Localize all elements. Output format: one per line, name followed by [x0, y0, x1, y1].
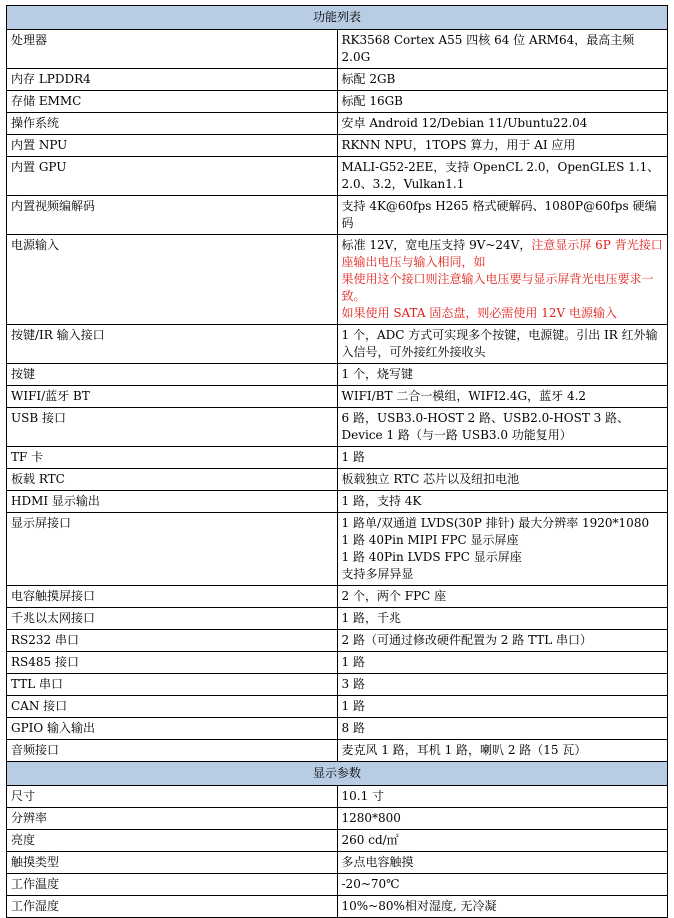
row-label: 电源输入 — [7, 235, 338, 325]
table-row — [7, 69, 668, 91]
row-label: RS485 接口 — [7, 652, 338, 674]
value-text: 1 路单/双通道 LVDS(30P 排针) 最大分辨率 1920*1080 — [341, 516, 650, 530]
warning-text: 注意显示屏 6P 背光接口座输出电压与输入相同，如 — [341, 238, 663, 269]
value-text: 安卓 Android 12/Debian 11/Ubuntu22.04 — [341, 116, 588, 130]
value-text: 1 路，千兆 — [341, 611, 401, 625]
row-value — [337, 852, 668, 874]
value-text: 1 路 40Pin MIPI FPC 显示屏座 — [341, 533, 519, 547]
value-text: 多点电容触摸 — [341, 855, 414, 869]
row-value — [337, 652, 668, 674]
value-text: 麦克风 1 路，耳机 1 路，喇叭 2 路（15 瓦） — [341, 743, 587, 757]
row-label: 操作系统 — [7, 113, 338, 135]
value-text: MALI-G52-2EE，支持 OpenCL 2.0，OpenGLES 1.1、2.0、3.2，Vulkan1.1 — [341, 160, 660, 191]
value-line — [342, 632, 664, 649]
value-text: 2 路（可通过修改硬件配置为 2 路 TTL 串口） — [341, 633, 593, 647]
row-value — [337, 157, 668, 196]
table-row — [7, 630, 668, 652]
row-label: GPIO 输入输出 — [7, 718, 338, 740]
table-row — [7, 447, 668, 469]
table-row — [7, 513, 668, 586]
warning-text: 果使用这个接口则注意输入电压要与显示屏背光电压要求一致。 — [341, 272, 654, 303]
value-line — [342, 654, 664, 671]
value-text: 6 路，USB3.0-HOST 2 路、USB2.0-HOST 3 路、Device 1 路（与一路 USB3.0 功能复用） — [341, 411, 630, 442]
value-text: 260 cd/㎡ — [341, 833, 399, 847]
row-value — [337, 491, 668, 513]
row-label: 工作温度 — [7, 874, 338, 896]
value-line — [342, 410, 664, 444]
table-row — [7, 408, 668, 447]
row-label: 分辨率 — [7, 808, 338, 830]
value-line — [342, 471, 664, 488]
value-text: 1 路 — [341, 655, 365, 669]
table-row — [7, 696, 668, 718]
row-value — [337, 91, 668, 113]
table-row — [7, 235, 668, 325]
row-value — [337, 830, 668, 852]
value-line — [342, 610, 664, 627]
value-line — [342, 810, 664, 827]
value-text: 1 个，烧写键 — [341, 367, 413, 381]
row-value — [337, 696, 668, 718]
table-row — [7, 830, 668, 852]
row-label: TF 卡 — [7, 447, 338, 469]
value-line — [342, 449, 664, 466]
row-value — [337, 808, 668, 830]
value-text: 1280*800 — [341, 811, 401, 825]
section-title: 显示参数 — [7, 762, 668, 786]
value-text: 支持多屏异显 — [341, 567, 414, 581]
row-label: 按键/IR 输入接口 — [7, 325, 338, 364]
row-value — [337, 135, 668, 157]
warning-text: 如果使用 SATA 固态盘，则必需使用 12V 电源输入 — [341, 306, 617, 320]
row-value — [337, 69, 668, 91]
value-text: RK3568 Cortex A55 四核 64 位 ARM64，最高主频 2.0G — [341, 33, 635, 64]
value-text: 1 路 — [341, 699, 365, 713]
row-label: 内置 GPU — [7, 157, 338, 196]
table-row — [7, 135, 668, 157]
value-line — [342, 237, 664, 271]
value-line — [342, 71, 664, 88]
row-value — [337, 896, 668, 918]
value-line — [342, 549, 664, 566]
value-line — [342, 115, 664, 132]
table-row — [7, 896, 668, 918]
value-text: 1 路，支持 4K — [341, 494, 422, 508]
value-line — [342, 137, 664, 154]
row-label: 显示屏接口 — [7, 513, 338, 586]
value-line — [342, 198, 664, 232]
table-row — [7, 325, 668, 364]
value-line — [342, 159, 664, 193]
row-label: WIFI/蓝牙 BT — [7, 386, 338, 408]
row-label: 内存 LPDDR4 — [7, 69, 338, 91]
value-text: 3 路 — [341, 677, 365, 691]
value-text: 10.1 寸 — [341, 789, 385, 803]
value-line — [342, 515, 664, 532]
row-value — [337, 113, 668, 135]
row-value — [337, 30, 668, 69]
table-row — [7, 157, 668, 196]
value-line — [342, 720, 664, 737]
value-text: 板载独立 RTC 芯片以及纽扣电池 — [341, 472, 520, 486]
table-row — [7, 469, 668, 491]
value-text: 标配 2GB — [341, 72, 396, 86]
value-text: -20~70℃ — [341, 877, 400, 891]
row-label: USB 接口 — [7, 408, 338, 447]
table-row — [7, 852, 668, 874]
row-value — [337, 786, 668, 808]
table-row — [7, 196, 668, 235]
value-text: 标配 16GB — [341, 94, 403, 108]
row-value — [337, 469, 668, 491]
value-line — [342, 698, 664, 715]
value-line — [342, 305, 664, 322]
row-label: 亮度 — [7, 830, 338, 852]
row-value — [337, 586, 668, 608]
value-text: WIFI/BT 二合一模组，WIFI2.4G，蓝牙 4.2 — [341, 389, 587, 403]
value-text: 8 路 — [341, 721, 365, 735]
row-value — [337, 874, 668, 896]
row-value — [337, 196, 668, 235]
row-value — [337, 513, 668, 586]
value-line — [342, 854, 664, 871]
table-row — [7, 364, 668, 386]
row-label: TTL 串口 — [7, 674, 338, 696]
value-text: RKNN NPU，1TOPS 算力，用于 AI 应用 — [341, 138, 576, 152]
row-label: 内置视频编解码 — [7, 196, 338, 235]
section-header-row — [7, 762, 668, 786]
value-line — [342, 898, 664, 915]
value-line — [342, 876, 664, 893]
row-label: 尺寸 — [7, 786, 338, 808]
table-row — [7, 491, 668, 513]
value-line — [342, 788, 664, 805]
value-text: 支持 4K@60fps H265 格式硬解码、1080P@60fps 硬编码 — [341, 199, 657, 230]
value-line — [342, 493, 664, 510]
table-row — [7, 718, 668, 740]
row-value — [337, 386, 668, 408]
table-row — [7, 874, 668, 896]
row-value — [337, 718, 668, 740]
table-row — [7, 740, 668, 762]
row-label: 存储 EMMC — [7, 91, 338, 113]
value-line — [342, 742, 664, 759]
value-line — [342, 588, 664, 605]
row-value — [337, 630, 668, 652]
table-row — [7, 674, 668, 696]
table-row — [7, 586, 668, 608]
row-value — [337, 364, 668, 386]
table-row — [7, 652, 668, 674]
value-text: 2 个，两个 FPC 座 — [341, 589, 447, 603]
value-line — [342, 93, 664, 110]
row-label: 内置 NPU — [7, 135, 338, 157]
row-label: 音频接口 — [7, 740, 338, 762]
row-label: 电容触摸屏接口 — [7, 586, 338, 608]
row-label: 工作湿度 — [7, 896, 338, 918]
value-line — [342, 388, 664, 405]
value-line — [342, 532, 664, 549]
row-label: HDMI 显示输出 — [7, 491, 338, 513]
value-text: 1 路 40Pin LVDS FPC 显示屏座 — [341, 550, 522, 564]
section-title: 功能列表 — [7, 6, 668, 30]
table-row — [7, 608, 668, 630]
row-value — [337, 325, 668, 364]
row-label: RS232 串口 — [7, 630, 338, 652]
table-row — [7, 786, 668, 808]
spec-table-body — [7, 6, 668, 918]
value-line — [342, 566, 664, 583]
value-text: 10%~80%相对湿度, 无冷凝 — [341, 899, 497, 913]
table-row — [7, 386, 668, 408]
spec-table — [6, 5, 668, 918]
value-line — [342, 327, 664, 361]
row-label: 千兆以太网接口 — [7, 608, 338, 630]
row-value — [337, 674, 668, 696]
table-row — [7, 113, 668, 135]
section-header-row — [7, 6, 668, 30]
row-value — [337, 235, 668, 325]
table-row — [7, 30, 668, 69]
value-text: 1 个，ADC 方式可实现多个按键，电源键。引出 IR 红外输入信号，可外接红外接收头 — [341, 328, 658, 359]
value-line — [342, 271, 664, 305]
value-text: 标准 12V，宽电压支持 9V~24V， — [341, 238, 532, 252]
row-value — [337, 608, 668, 630]
value-line — [342, 366, 664, 383]
table-row — [7, 808, 668, 830]
row-value — [337, 740, 668, 762]
value-line — [342, 676, 664, 693]
row-label: CAN 接口 — [7, 696, 338, 718]
value-text: 1 路 — [341, 450, 365, 464]
value-line — [342, 32, 664, 66]
row-value — [337, 447, 668, 469]
row-label: 板载 RTC — [7, 469, 338, 491]
row-label: 触摸类型 — [7, 852, 338, 874]
value-line — [342, 832, 664, 849]
row-label: 按键 — [7, 364, 338, 386]
row-label: 处理器 — [7, 30, 338, 69]
row-value — [337, 408, 668, 447]
table-row — [7, 91, 668, 113]
